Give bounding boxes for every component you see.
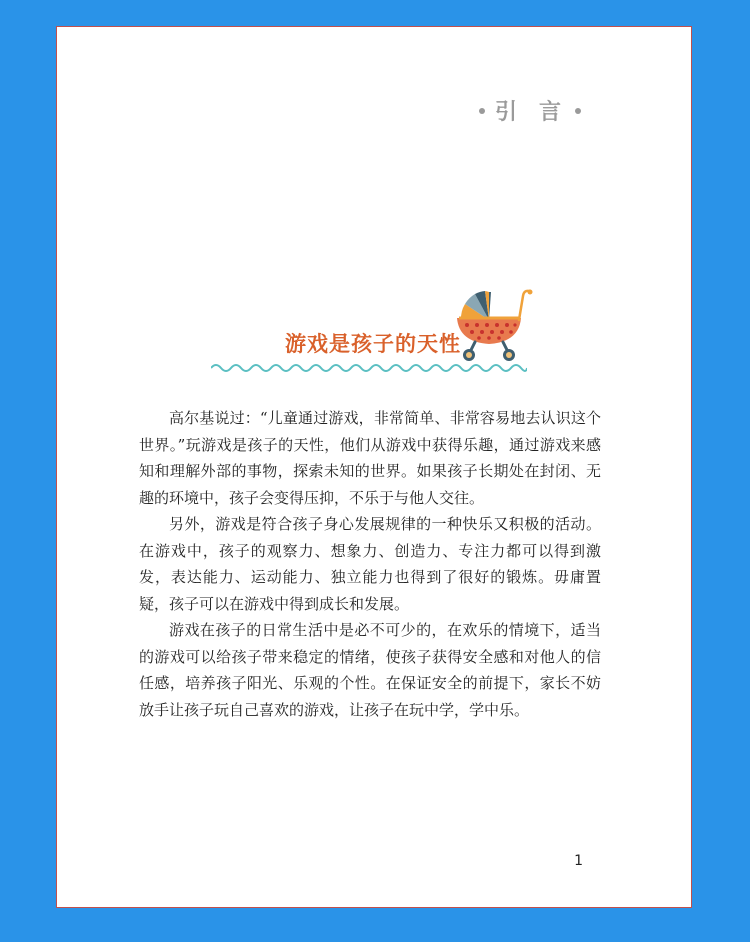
chapter-heading (207, 282, 537, 382)
section-label (469, 95, 591, 126)
page-number: 1 (574, 853, 583, 869)
document-page (56, 26, 692, 908)
paragraph-3: 游戏在孩子的日常生活中是必不可少的，在欢乐的情境下，适当的游戏可以给孩子带来稳定的情绪，使孩子获得安全感和对他人的信任感，培养孩子阳光、乐观的个性。在保证安全的前提下，家长不妨放手让孩子玩自己喜欢的游戏，让孩子在玩中学，学中乐。 (139, 621, 601, 719)
wave-divider (211, 360, 527, 376)
chapter-title: 游戏是孩子的天性 (285, 331, 461, 356)
paragraph-2: 另外，游戏是符合孩子身心发展规律的一种快乐又积极的活动。在游戏中，孩子的观察力、想象力、创造力、专注力都可以得到激发，表达能力、运动能力、独立能力也得到了很好的锻炼。毋庸置疑，孩子可以在游戏中得到成长和发展。 (139, 515, 601, 613)
baby-stroller-icon (453, 282, 533, 364)
section-label-char-1: 引 (494, 100, 521, 125)
body-text (139, 405, 601, 723)
section-label-char-2: 言 (538, 100, 565, 125)
paragraph-1: 高尔基说过：“儿童通过游戏，非常简单、非常容易地去认识这个世界。”玩游戏是孩子的天性，他们从游戏中获得乐趣，通过游戏来感知和理解外部的事物，探索未知的世界。如果孩子长期处在封闭、无趣的环境中，孩子会变得压抑，不乐于与他人交往。 (139, 409, 601, 507)
bullet-dot-right (575, 108, 581, 114)
bullet-dot-left (479, 108, 485, 114)
